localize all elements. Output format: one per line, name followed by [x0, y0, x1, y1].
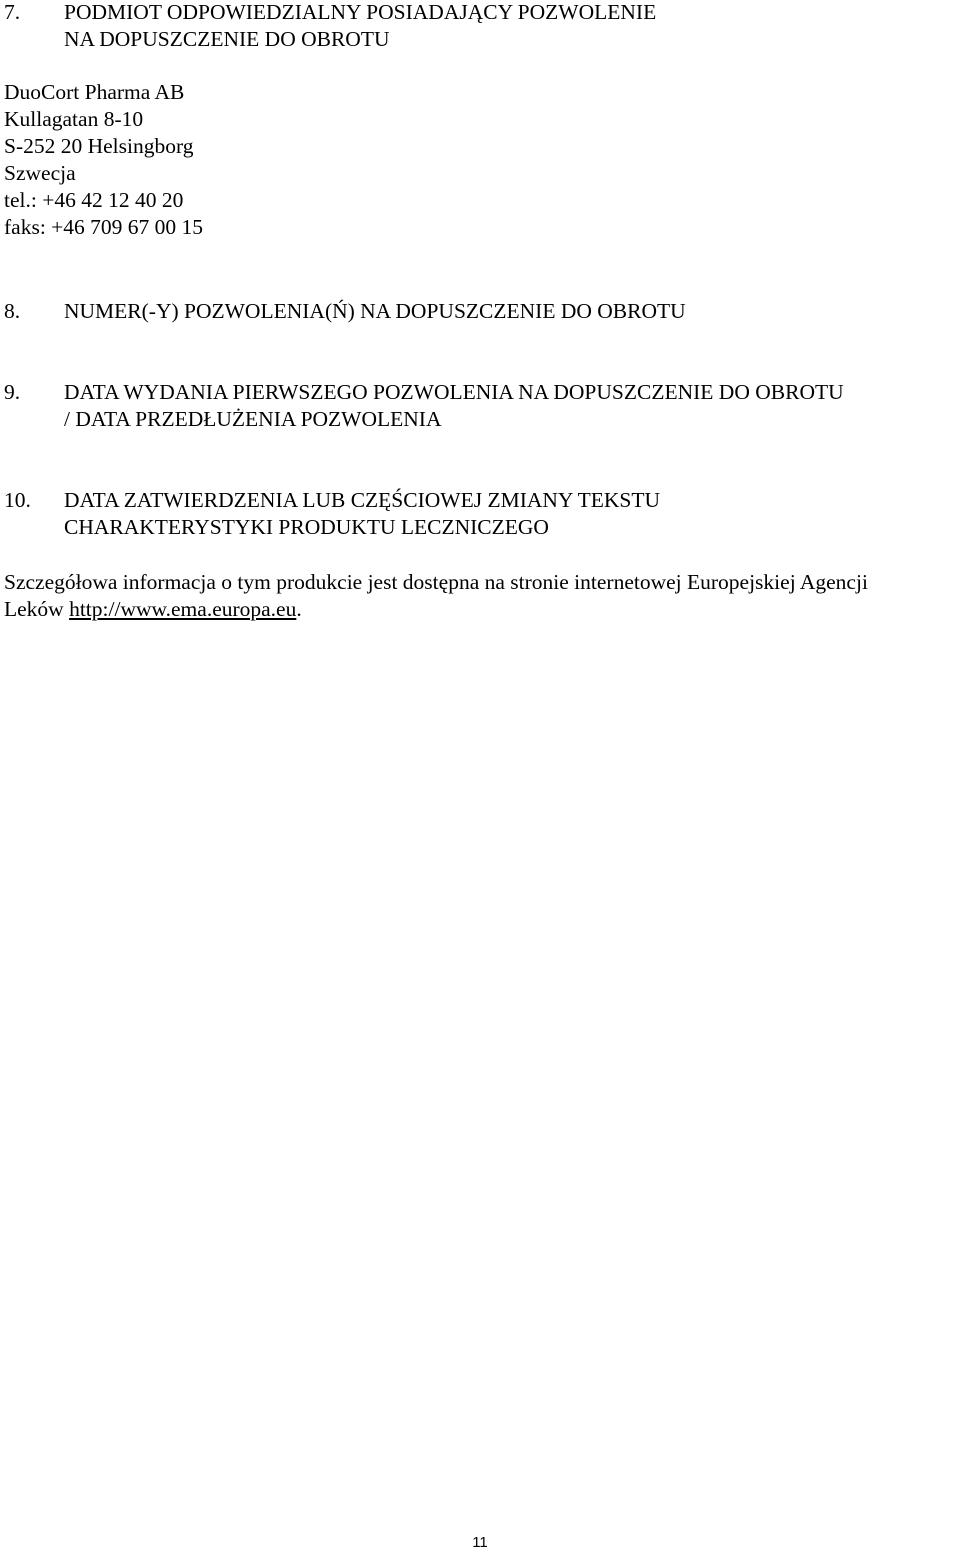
section-9-number: 9. [4, 380, 21, 404]
section-9-title-line2: / DATA PRZEDŁUŻENIA POZWOLENIA [64, 407, 442, 431]
ema-website-link[interactable]: http://www.ema.europa.eu [69, 597, 297, 621]
section-7-title-line2: NA DOPUSZCZENIE DO OBROTU [64, 27, 390, 51]
info-paragraph-line2 [4, 596, 302, 623]
street-address: Kullagatan 8-10 [4, 107, 144, 131]
section-7-number: 7. [4, 0, 21, 24]
section-9-title-line1: DATA WYDANIA PIERWSZEGO POZWOLENIA NA DOPUSZCZENIE DO OBROTU [64, 380, 844, 404]
page-number: 11 [472, 1534, 488, 1551]
section-7-title-line1: PODMIOT ODPOWIEDZIALNY POSIADAJĄCY POZWOLENIE [64, 0, 657, 24]
country: Szwecja [4, 161, 76, 185]
info-prefix: Leków [4, 597, 70, 621]
section-10-title-line2: CHARAKTERYSTYKI PRODUKTU LECZNICZEGO [64, 515, 549, 539]
info-suffix: . [296, 597, 302, 621]
section-8-number: 8. [4, 299, 21, 323]
fax-number: faks: +46 709 67 00 15 [4, 215, 204, 239]
section-10-number: 10. [4, 488, 31, 512]
section-10-title-line1: DATA ZATWIERDZENIA LUB CZĘŚCIOWEJ ZMIANY TEKSTU [64, 488, 661, 512]
section-8-title: NUMER(-Y) POZWOLENIA(Ń) NA DOPUSZCZENIE DO OBROTU [64, 299, 686, 323]
phone-number: tel.: +46 42 12 40 20 [4, 188, 184, 212]
company-name: DuoCort Pharma AB [4, 80, 185, 104]
city-address: S-252 20 Helsingborg [4, 134, 194, 158]
info-paragraph-line1: Szczegółowa informacja o tym produkcie jest dostępna na stronie internetowej Europejskiej Agencji [4, 570, 868, 594]
